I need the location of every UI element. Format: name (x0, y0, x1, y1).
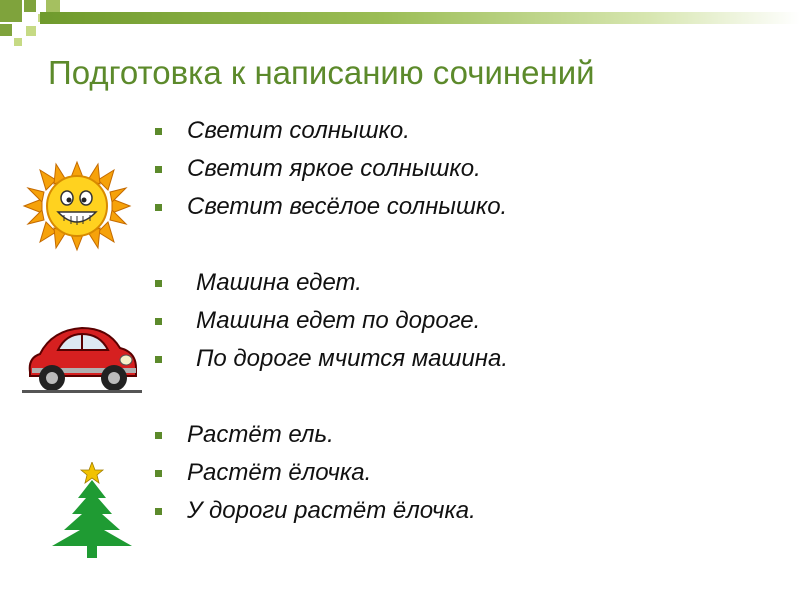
corner-square-decoration (46, 0, 60, 12)
bullet-icon (155, 432, 162, 439)
car-icon (22, 318, 142, 396)
header-gradient-bar (40, 12, 800, 24)
bullet-icon (155, 508, 162, 515)
bullet-icon (155, 128, 162, 135)
fir-tree-icon (50, 462, 134, 562)
slide-title: Подготовка к написанию сочинений (48, 54, 595, 91)
bullet-icon (155, 356, 162, 363)
bullet-icon (155, 166, 162, 173)
bullet-icon (155, 318, 162, 325)
corner-square-decoration (24, 0, 36, 12)
corner-square-decoration (26, 26, 36, 36)
corner-square-decoration (14, 38, 22, 46)
sun-icon (22, 160, 132, 252)
bullet-icon (155, 204, 162, 211)
corner-square-decoration (0, 0, 22, 22)
bullet-icon (155, 280, 162, 287)
corner-square-decoration (0, 24, 12, 36)
bullet-icon (155, 470, 162, 477)
